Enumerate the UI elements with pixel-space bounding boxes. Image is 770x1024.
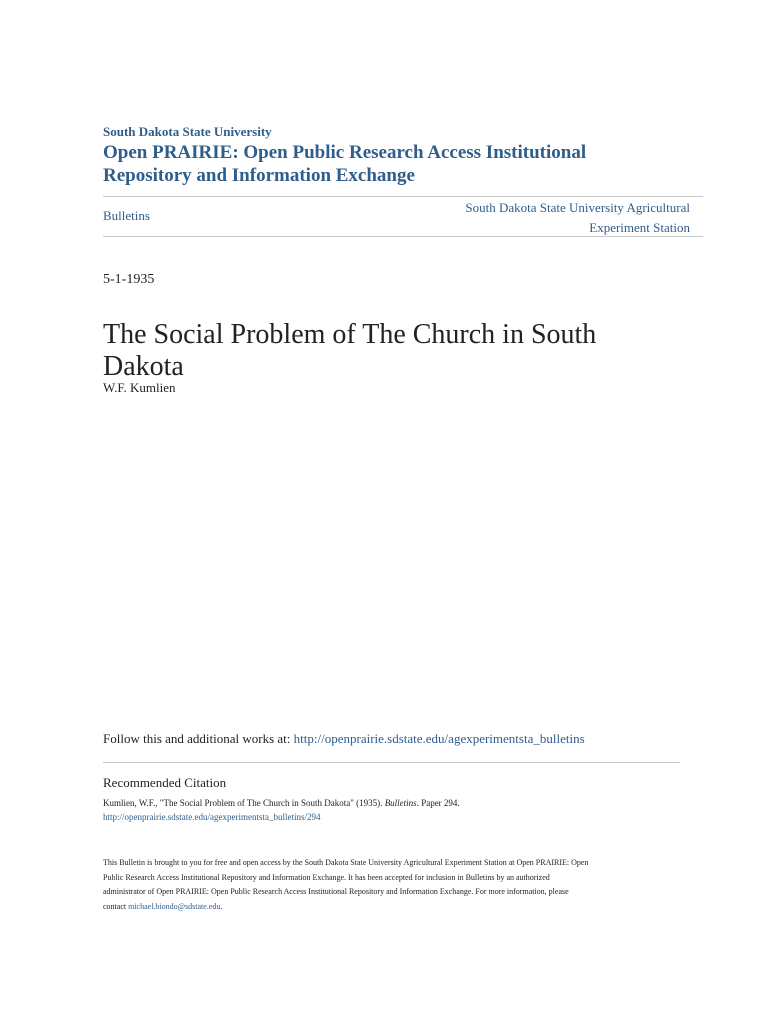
statement-line3: administrator of Open PRAIRIE: Open Public Research Access Institutional Repository and Information Exchange. For more information, please [103,887,569,897]
citation-link[interactable]: http://openprairie.sdstate.edu/agexperimentsta_bulletins/294 [103,812,321,822]
repository-title[interactable] [103,141,703,187]
statement-line1: This Bulletin is brought to you for free and open access by the South Dakota State University Agricultural Experiment Station at Open PRAIRIE: Open [103,858,589,867]
header-top-divider [103,196,703,197]
statement-end: . [220,901,223,911]
contact-email-link[interactable]: michael.biondo@sdstate.edu [128,901,221,911]
collection-link[interactable]: Bulletins [103,208,150,223]
follow-line [103,731,585,747]
citation-series: Bulletins [384,798,417,808]
citation-text: Kumlien, W.F., "The Social Problem of The Church in South Dakota" (1935). [103,798,385,808]
department-link[interactable] [390,198,690,238]
statement-line2: Public Research Access Institutional Repository and Information Exchange. It has been accepted for inclusion in Bulletins by an authorized [103,872,550,882]
statement-contact-prefix: contact [103,901,129,911]
citation-paper: . Paper 294. [416,798,460,808]
repository-title-line2[interactable]: Repository and Information Exchange [103,165,415,186]
publication-date: 5-1-1935 [103,272,155,287]
institution-name: South Dakota State University [103,124,272,139]
repository-title-line1[interactable]: Open PRAIRIE: Open Public Research Access Institutional [103,142,587,163]
follow-link[interactable]: http://openprairie.sdstate.edu/agexperimentsta_bulletins [293,731,585,746]
author-name: W.F. Kumlien [103,380,176,395]
header-bottom-divider [103,236,703,237]
access-statement [103,856,683,914]
citation-divider [103,762,680,763]
recommended-citation-heading: Recommended Citation [103,775,227,790]
department-line2[interactable]: Experiment Station [589,220,690,235]
document-title-line2: Dakota [103,350,184,382]
citation-block [103,796,703,824]
follow-text: Follow this and additional works at: [103,731,294,746]
department-line1[interactable]: South Dakota State University Agricultural [465,200,690,215]
document-title [103,319,663,383]
document-title-line1: The Social Problem of The Church in South [103,318,597,350]
